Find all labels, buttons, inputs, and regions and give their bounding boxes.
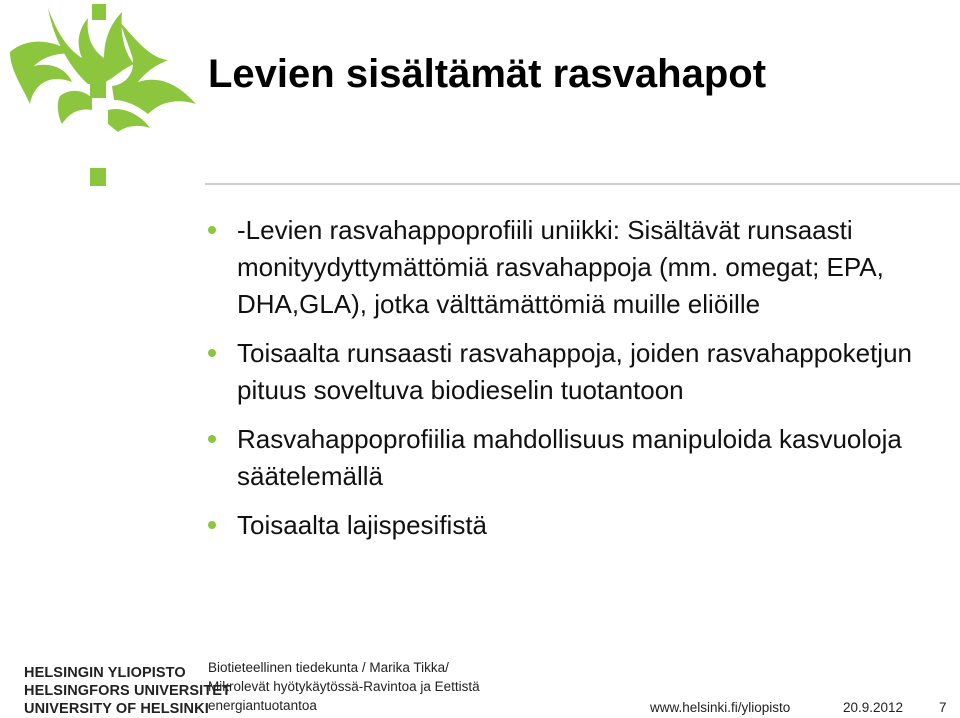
bullet-text: Toisaalta lajispesifistä xyxy=(237,510,488,540)
footer-credit-line: Mikrolevät hyötykäytössä-Ravintoa ja Eettistä xyxy=(208,679,480,694)
bullet-text: -Levien rasvahappoprofiili uniikki: Sisältävät runsaasti monityydyttymättömiä rasvahappoja (mm. omegat; EPA, DHA,GLA), jotka välttämättömiä muille eliöille xyxy=(237,215,884,319)
bullet-icon xyxy=(208,226,216,234)
title-divider xyxy=(205,183,960,185)
university-name-logo xyxy=(24,664,231,718)
bullet-list xyxy=(208,212,956,556)
footer-url: www.helsinki.fi/yliopisto xyxy=(650,700,791,715)
bullet-icon xyxy=(208,435,216,443)
university-flame-logo-icon xyxy=(0,0,205,192)
bullet-text: Rasvahappoprofiilia mahdollisuus manipuloida kasvuoloja säätelemällä xyxy=(237,424,902,491)
university-name-fi: HELSINGIN YLIOPISTO xyxy=(24,665,186,681)
footer-credit-line: energiantuotantoa xyxy=(208,698,317,713)
footer-date: 20.9.2012 xyxy=(843,700,904,715)
bullet-text: Toisaalta runsaasti rasvahappoja, joiden rasvahappoketjun pituus soveltuva biodieselin tuotantoon xyxy=(237,338,912,405)
page-number: 7 xyxy=(939,700,947,715)
bullet-icon xyxy=(208,349,216,357)
bullet-icon xyxy=(208,521,216,529)
university-name-sv: HELSINGFORS UNIVERSITET xyxy=(24,683,231,699)
bullet-item xyxy=(208,335,956,409)
footer-credit-line: Biotieteellinen tiedekunta / Marika Tikka/ xyxy=(208,660,449,675)
bullet-item xyxy=(208,507,956,544)
slide-title: Levien sisältämät rasvahapot xyxy=(208,52,767,96)
footer-credit xyxy=(208,658,480,715)
university-name-en: UNIVERSITY OF HELSINKI xyxy=(24,701,209,717)
bullet-item xyxy=(208,421,956,495)
bullet-item xyxy=(208,212,956,323)
